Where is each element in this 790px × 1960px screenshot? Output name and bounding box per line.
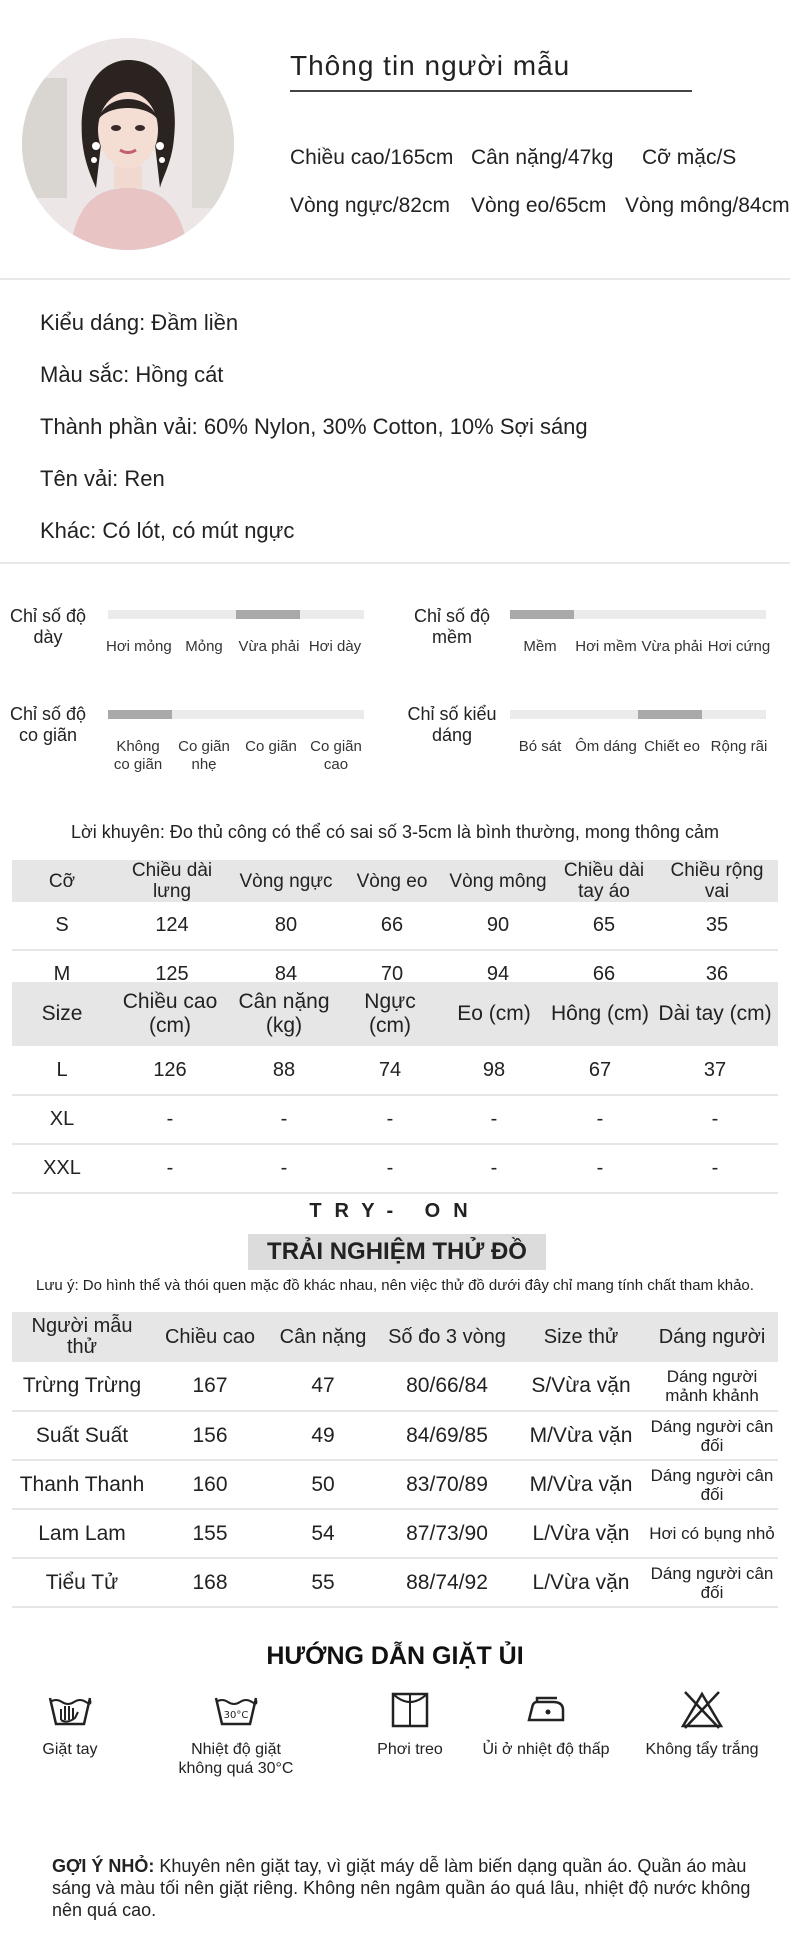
softness-level (510, 610, 574, 619)
table-cell: S/Vừa vặn (516, 1362, 646, 1411)
table-row (12, 1095, 778, 1144)
column-header: Chiều cao (cm) (112, 982, 228, 1046)
thickness-label: Chỉ số độ dày (9, 606, 87, 647)
tryon-table (12, 1312, 778, 1608)
stretch-option: Co giãn nhẹ (178, 738, 230, 773)
model-weight: Cân nặng/47kg (471, 146, 614, 169)
table-cell: 167 (152, 1362, 268, 1411)
table-cell: 87/73/90 (378, 1509, 516, 1558)
table-cell: 70 (340, 950, 444, 982)
stretch-option: Co giãn (245, 738, 297, 755)
table-cell: 155 (152, 1509, 268, 1558)
table-cell: - (652, 1144, 778, 1193)
fit-option: Ôm dáng (575, 738, 637, 755)
table-header-row (12, 860, 778, 902)
model-info-section (0, 0, 790, 278)
care-tip (52, 1855, 752, 1921)
softness-track (510, 610, 766, 619)
model-hips: Vòng mông/84cm (625, 194, 790, 217)
size-table-1-viewport (12, 860, 778, 982)
table-cell: 88 (228, 1046, 340, 1095)
table-row (12, 950, 778, 982)
stretch-label: Chỉ số độ co giãn (9, 704, 87, 745)
table-row (12, 1046, 778, 1095)
table-cell: L/Vừa vặn (516, 1558, 646, 1607)
model-photo-illustration (22, 38, 234, 250)
detail-other: Khác: Có lót, có mút ngực (40, 518, 295, 543)
column-header: Người mẫu thử (12, 1312, 152, 1362)
model-avatar (22, 38, 234, 250)
table-cell: Hơi có bụng nhỏ (646, 1509, 778, 1558)
table-cell: 55 (268, 1558, 378, 1607)
stretch-option: Không co giãn (113, 738, 163, 773)
table-cell: 160 (152, 1460, 268, 1509)
table-row (12, 1558, 778, 1607)
table-cell: 84/69/85 (378, 1411, 516, 1460)
tryon-banner: TRẢI NGHIỆM THỬ ĐỒ (248, 1234, 546, 1270)
table-cell: 65 (552, 902, 656, 950)
column-header: Chiều cao (152, 1312, 268, 1362)
column-header: Size (12, 982, 112, 1046)
wash-label: Phơi treo (377, 1741, 443, 1758)
table-cell: 83/70/89 (378, 1460, 516, 1509)
table-cell: - (440, 1144, 548, 1193)
table-cell: - (340, 1095, 440, 1144)
fit-option: Chiết eo (644, 738, 700, 755)
detail-style: Kiểu dáng: Đầm liền (40, 310, 239, 335)
table-cell: L/Vừa vặn (516, 1509, 646, 1558)
detail-fabric-name: Tên vải: Ren (40, 466, 165, 491)
detail-color: Màu sắc: Hồng cát (40, 362, 224, 387)
table-cell: 124 (112, 902, 232, 950)
table-cell: M (12, 950, 112, 982)
table-cell: 49 (268, 1411, 378, 1460)
column-header: Eo (cm) (440, 982, 548, 1046)
column-header: Vòng ngực (232, 860, 340, 902)
table-row (12, 1411, 778, 1460)
column-header: Chiều dài lưng (112, 860, 232, 902)
model-size: Cỡ mặc/S (642, 146, 737, 169)
hand-wash-icon (47, 1690, 93, 1730)
table-cell: 84 (232, 950, 340, 982)
table-cell: - (548, 1095, 652, 1144)
table-cell: 37 (652, 1046, 778, 1095)
thickness-option: Vừa phải (238, 638, 300, 655)
table-cell: - (340, 1144, 440, 1193)
table-cell: 74 (340, 1046, 440, 1095)
table-cell: XXL (12, 1144, 112, 1193)
wash-label: Không tẩy trắng (645, 1741, 759, 1758)
fit-option: Rộng rãi (710, 738, 768, 755)
table-cell: - (440, 1095, 548, 1144)
model-bust: Vòng ngực/82cm (290, 194, 450, 217)
size-table-1 (12, 860, 778, 982)
table-row (12, 1460, 778, 1509)
softness-option: Hơi mềm (575, 638, 637, 655)
model-height: Chiều cao/165cm (290, 146, 454, 169)
wash-item-iron-low (481, 1690, 611, 1759)
table-cell: 126 (112, 1046, 228, 1095)
table-cell: 80 (232, 902, 340, 950)
table-cell: 66 (552, 950, 656, 982)
table-cell: 66 (340, 902, 444, 950)
size-table-2 (12, 982, 778, 1194)
table-cell: L (12, 1046, 112, 1095)
table-cell: Lam Lam (12, 1509, 152, 1558)
table-cell: - (228, 1095, 340, 1144)
table-cell: XL (12, 1095, 112, 1144)
column-header: Cỡ (12, 860, 112, 902)
table-cell: 98 (440, 1046, 548, 1095)
wash-30-icon (213, 1690, 259, 1730)
table-cell: 54 (268, 1509, 378, 1558)
section-divider (0, 278, 790, 280)
table-row (12, 1509, 778, 1558)
table-cell: - (228, 1144, 340, 1193)
table-row (12, 1362, 778, 1411)
wash-item-30c (171, 1690, 301, 1778)
model-waist: Vòng eo/65cm (471, 194, 607, 217)
wash-item-no-bleach (637, 1690, 767, 1759)
title-underline (290, 90, 692, 92)
wash-label: Nhiệt độ giặt không quá 30°C (178, 1741, 294, 1777)
column-header: Dài tay (cm) (652, 982, 778, 1046)
thickness-option: Hơi dày (308, 638, 362, 655)
no-bleach-icon (679, 1690, 725, 1730)
column-header: Ngực (cm) (340, 982, 440, 1046)
fit-track (510, 710, 766, 719)
column-header: Chiều dài tay áo (552, 860, 656, 902)
table-cell: 94 (444, 950, 552, 982)
table-cell: Dáng người cân đối (646, 1411, 778, 1460)
washing-guide-title: HƯỚNG DẪN GIẶT ỦI (266, 1642, 524, 1670)
table-cell: 88/74/92 (378, 1558, 516, 1607)
table-cell: 80/66/84 (378, 1362, 516, 1411)
table-cell: - (548, 1144, 652, 1193)
table-cell: 47 (268, 1362, 378, 1411)
column-header: Vòng mông (444, 860, 552, 902)
table-cell: Thanh Thanh (12, 1460, 152, 1509)
softness-label: Chỉ số độ mềm (413, 606, 491, 647)
softness-option: Hơi cứng (707, 638, 771, 655)
table-cell: Trừng Trừng (12, 1362, 152, 1411)
thickness-option: Hơi mỏng (106, 638, 172, 655)
softness-option: Vừa phải (641, 638, 703, 655)
table-cell: 168 (152, 1558, 268, 1607)
wash-item-hand-wash (5, 1690, 135, 1759)
measurement-advice: Lời khuyên: Đo thủ công có thể có sai số 3-5cm là bình thường, mong thông cảm (70, 822, 720, 842)
table-row (12, 1144, 778, 1193)
column-header: Cân nặng (kg) (228, 982, 340, 1046)
care-tip-text: Khuyên nên giặt tay, vì giặt máy dễ làm biến dạng quần áo. Quần áo màu sáng và màu tối nên giặt riêng. Không nên ngâm quần áo quá lâu, nhiệt độ nước không nên quá cao. (52, 1856, 751, 1920)
wash-label: Giặt tay (42, 1741, 98, 1758)
table-cell: Tiểu Tử (12, 1558, 152, 1607)
stretch-level (108, 710, 172, 719)
fit-label: Chỉ số kiểu dáng (407, 704, 497, 745)
table-cell: - (112, 1095, 228, 1144)
table-cell: 35 (656, 902, 778, 950)
column-header: Chiều rộng vai (656, 860, 778, 902)
table-header-row (12, 1312, 778, 1362)
thickness-level (236, 610, 300, 619)
column-header: Cân nặng (268, 1312, 378, 1362)
model-info-title: Thông tin người mẫu (290, 50, 571, 81)
section-divider (0, 562, 790, 564)
column-header: Số đo 3 vòng (378, 1312, 516, 1362)
table-cell: - (652, 1095, 778, 1144)
table-cell: M/Vừa vặn (516, 1411, 646, 1460)
stretch-option: Co giãn cao (310, 738, 362, 773)
iron-low-icon (523, 1690, 569, 1730)
stretch-track (108, 710, 364, 719)
table-cell: 36 (656, 950, 778, 982)
table-cell: Suất Suất (12, 1411, 152, 1460)
wash-label: Ủi ở nhiệt độ thấp (482, 1741, 610, 1758)
thickness-track (108, 610, 364, 619)
table-cell: 50 (268, 1460, 378, 1509)
table-cell: - (112, 1144, 228, 1193)
fit-level (638, 710, 702, 719)
table-cell: Dáng người cân đối (646, 1558, 778, 1607)
column-header: Vòng eo (340, 860, 444, 902)
tryon-heading: TRY- ON (309, 1200, 481, 1222)
wash-temp: 30°C (223, 1710, 249, 1721)
column-header: Hông (cm) (548, 982, 652, 1046)
fit-option: Bó sát (518, 738, 562, 755)
table-header-row (12, 982, 778, 1046)
hang-dry-icon (387, 1690, 433, 1730)
table-cell: S (12, 902, 112, 950)
column-header: Dáng người (646, 1312, 778, 1362)
detail-fabric: Thành phần vải: 60% Nylon, 30% Cotton, 10% Sợi sáng (40, 414, 588, 439)
table-row (12, 902, 778, 950)
table-cell: 156 (152, 1411, 268, 1460)
table-cell: 67 (548, 1046, 652, 1095)
table-cell: 90 (444, 902, 552, 950)
table-cell: Dáng người mảnh khảnh (646, 1362, 778, 1411)
wash-item-hang-dry (345, 1690, 475, 1759)
softness-option: Mềm (523, 638, 557, 655)
table-cell: M/Vừa vặn (516, 1460, 646, 1509)
care-tip-prefix: GỢI Ý NHỎ: (52, 1856, 155, 1876)
table-cell: Dáng người cân đối (646, 1460, 778, 1509)
tryon-note: Lưu ý: Do hình thể và thói quen mặc đồ khác nhau, nên việc thử đồ dưới đây chỉ mang tính chất tham khảo. (36, 1277, 754, 1294)
thickness-option: Mỏng (185, 638, 223, 655)
table-cell: 125 (112, 950, 232, 982)
column-header: Size thử (516, 1312, 646, 1362)
